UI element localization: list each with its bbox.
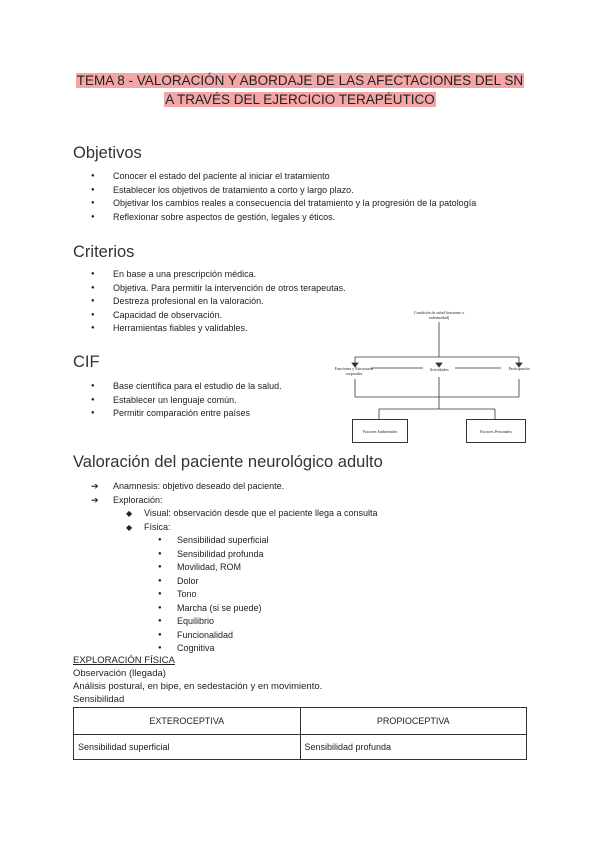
- list-item: ● Conocer el estado del paciente al iniciar el tratamiento: [91, 170, 561, 184]
- list-item: ● Permitir comparación entre países: [91, 407, 351, 421]
- title-line-2: A TRAVÉS DEL EJERCICIO TERAPÉUTICO: [165, 92, 435, 107]
- list-item: ● Establecer un lenguaje común.: [91, 394, 351, 408]
- sensibilidad-table: [73, 707, 527, 760]
- sensibilidad-text: Sensibilidad: [73, 694, 125, 705]
- table-row: [74, 735, 527, 760]
- page-title: [40, 71, 560, 109]
- analisis-text: Análisis postural, en bipe, en sedestación y en movimiento.: [73, 681, 323, 692]
- fisica-list: [158, 534, 491, 656]
- diagram-center-label: Actividades: [429, 367, 449, 372]
- header-exteroceptiva: EXTEROCEPTIVA: [74, 708, 301, 735]
- list-item: ● Establecer los objetivos de tratamiento a corto y largo plazo.: [91, 184, 561, 198]
- exploracion-sublist: [126, 507, 491, 656]
- visual-text: Visual: observación desde que el paciente llega a consulta: [144, 508, 378, 518]
- title-line-1: TEMA 8 - VALORACIÓN Y ABORDAJE DE LAS AFECTACIONES DEL SN: [76, 73, 524, 88]
- valoracion-heading: Valoración del paciente neurológico adulto: [73, 453, 383, 471]
- cif-heading: CIF: [73, 353, 100, 371]
- list-item: ● Base científica para el estudio de la salud.: [91, 380, 351, 394]
- list-item: ● Tono: [158, 588, 491, 602]
- diagram-box-ambientales-label: Factores Ambientales: [362, 428, 398, 434]
- list-item: ● Movilidad, ROM: [158, 561, 491, 575]
- list-item: ● Sensibilidad profunda: [158, 548, 491, 562]
- list-item: [91, 494, 491, 656]
- list-item: ● Cognitiva: [158, 642, 491, 656]
- list-item: ● En base a una prescripción médica.: [91, 268, 391, 282]
- diamond-icon: ◆: [126, 509, 133, 518]
- list-item: ● Sensibilidad superficial: [158, 534, 491, 548]
- list-item: ● Capacidad de observación.: [91, 309, 391, 323]
- diagram-box-ambientales: [352, 419, 408, 443]
- list-item: [91, 480, 491, 494]
- arrow-icon: ➔: [91, 494, 99, 505]
- diagram-box-personales: [466, 419, 526, 443]
- list-item: ● Dolor: [158, 575, 491, 589]
- list-item: ● Funcionalidad: [158, 629, 491, 643]
- list-item: ● Objetivar los cambios reales a consecuencia del tratamiento y la progresión de la patología: [91, 197, 561, 211]
- diagram-right-label: Participación: [508, 366, 530, 371]
- list-item: ● Marcha (si se puede): [158, 602, 491, 616]
- objetivos-heading: Objetivos: [73, 144, 142, 162]
- exploracion-fisica-heading: EXPLORACIÓN FÍSICA: [73, 655, 175, 666]
- list-item: ● Reflexionar sobre aspectos de gestión, legales y éticos.: [91, 211, 561, 225]
- cell-profunda: Sensibilidad profunda: [300, 735, 527, 760]
- list-item: [126, 507, 491, 521]
- fisica-text: Física:: [144, 521, 171, 532]
- list-item: ● Destreza profesional en la valoración.: [91, 295, 391, 309]
- observacion-text: Observación (llegada): [73, 668, 166, 679]
- objetivos-list: [91, 170, 561, 224]
- diagram-top-label: Condición de salud (trastorno o enfermedad): [413, 310, 465, 320]
- cif-list: [91, 380, 351, 421]
- cell-superficial: Sensibilidad superficial: [74, 735, 301, 760]
- diagram-box-personales-label: Factores Personales: [480, 428, 512, 434]
- diagram-left-label: Funciones y Estructuras corporales: [334, 366, 374, 376]
- exploracion-text: Exploración:: [113, 494, 163, 505]
- list-item: ● Objetiva. Para permitir la intervención de otros terapeutas.: [91, 282, 391, 296]
- list-item: ● Herramientas fiables y validables.: [91, 322, 391, 336]
- anamnesis-text: Anamnesis: objetivo deseado del paciente.: [113, 481, 285, 491]
- header-propioceptiva: PROPIOCEPTIVA: [300, 708, 527, 735]
- table-header-row: [74, 708, 527, 735]
- criterios-heading: Criterios: [73, 243, 135, 261]
- arrow-icon: ➔: [91, 481, 99, 491]
- list-item: [126, 521, 491, 656]
- list-item: ● Equilibrio: [158, 615, 491, 629]
- diamond-icon: ◆: [126, 522, 133, 532]
- valoracion-list: [91, 480, 491, 656]
- cif-diagram: [335, 305, 535, 445]
